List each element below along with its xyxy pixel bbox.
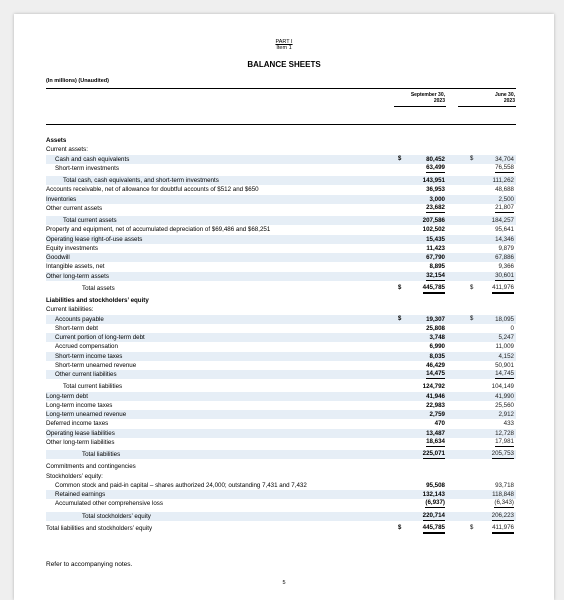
value-current: 143,951 (422, 177, 445, 184)
value-current: 2,759 (429, 411, 445, 418)
rule-table-top (46, 124, 516, 125)
rule-top (46, 88, 516, 89)
value-prior: 433 (503, 420, 514, 428)
value-current: 80,452 (426, 155, 445, 163)
table-row (46, 225, 516, 234)
table-row (46, 450, 516, 459)
row-label: Other current liabilities (55, 371, 117, 378)
value-current: 445,785 (423, 524, 445, 534)
value-prior: 9,879 (498, 244, 514, 252)
value-current: 46,429 (426, 361, 445, 369)
table-row (46, 272, 516, 281)
column-header-current: September 30, 2023 (410, 92, 445, 104)
value-current: 3,000 (429, 195, 445, 203)
row-label: Other long-term assets (46, 272, 109, 280)
table-row (46, 315, 516, 324)
table-row (46, 305, 516, 314)
row-label: Stockholders’ equity: (46, 472, 103, 480)
row-label: Total liabilities and stockholders’ equity (46, 524, 153, 532)
row-label: Accumulated other comprehensive loss (55, 500, 163, 508)
table-row (46, 235, 516, 244)
row-label: Commitments and contingencies (46, 463, 136, 471)
value-prior: 9,366 (498, 263, 514, 271)
table-row (46, 262, 516, 271)
value-current: 102,502 (422, 226, 445, 234)
value-prior: 184,257 (491, 217, 514, 224)
table-row (46, 176, 516, 185)
row-label: Equity investments (46, 244, 98, 252)
value-current: 220,714 (423, 512, 445, 521)
value-prior: 76,558 (495, 164, 514, 173)
value-prior: 411,976 (492, 524, 514, 534)
table-row (46, 164, 516, 173)
table-row (46, 419, 516, 428)
value-prior: 48,688 (495, 186, 514, 194)
table-row (46, 342, 516, 351)
table-row (46, 481, 516, 490)
value-current: 8,895 (429, 263, 445, 271)
value-current: 41,946 (426, 392, 445, 400)
value-current: 18,634 (426, 438, 445, 447)
value-prior: 30,601 (495, 272, 514, 281)
balance-sheet-table (46, 136, 516, 533)
document-page (14, 14, 554, 600)
row-label: Short-term debt (55, 324, 98, 332)
row-label: Total assets (82, 284, 115, 292)
table-row (46, 410, 516, 419)
table-row (46, 253, 516, 262)
value-current: 124,792 (422, 383, 445, 391)
value-prior: 111,262 (492, 177, 514, 184)
row-label: Total current assets (63, 217, 117, 224)
value-current: 23,682 (426, 204, 445, 213)
table-row (46, 392, 516, 401)
row-label: Long-term debt (46, 392, 88, 400)
value-current: 13,487 (426, 429, 445, 437)
table-row (46, 324, 516, 333)
table-row (46, 401, 516, 410)
value-current: 15,435 (426, 235, 445, 243)
table-row (46, 499, 516, 508)
table-row (46, 155, 516, 164)
table-row (46, 284, 516, 293)
row-label: Goodwill (46, 254, 70, 261)
value-current: 6,990 (429, 343, 445, 351)
currency-symbol: $ (470, 284, 474, 291)
row-label: Current liabilities: (46, 306, 94, 314)
table-row (46, 524, 516, 533)
value-prior: 14,346 (495, 235, 514, 243)
row-label: Intangible assets, net (46, 263, 105, 271)
value-prior: 4,152 (498, 352, 514, 360)
currency-symbol: $ (398, 524, 402, 531)
table-row (46, 429, 516, 438)
value-prior: 93,718 (495, 481, 514, 489)
row-label: Operating lease liabilities (46, 429, 115, 437)
value-prior: 2,912 (498, 411, 514, 418)
row-label: Assets (46, 137, 67, 144)
table-row (46, 145, 516, 154)
currency-symbol: $ (398, 155, 402, 162)
value-current: 8,035 (429, 352, 445, 360)
section-heading-row (46, 296, 516, 305)
value-current: 22,983 (426, 401, 445, 409)
value-prior: 95,641 (495, 226, 514, 234)
row-label: Operating lease right-of-use assets (46, 235, 143, 243)
value-prior: 17,981 (495, 438, 514, 447)
table-row (46, 370, 516, 379)
column-header-prior: June 30, 2023 (494, 92, 515, 104)
value-prior: (6,343) (494, 499, 514, 508)
value-current: 207,586 (422, 217, 445, 224)
currency-symbol: $ (470, 524, 474, 531)
row-label: Liabilities and stockholders’ equity (46, 297, 149, 304)
value-prior: 11,009 (495, 343, 514, 351)
value-prior: 104,149 (491, 383, 514, 391)
value-current: (6,937) (425, 499, 445, 508)
value-current: 32,154 (426, 272, 445, 281)
currency-symbol: $ (398, 315, 402, 322)
table-row (46, 244, 516, 253)
table-row (46, 195, 516, 204)
row-label: Total liabilities (82, 451, 121, 458)
value-prior: 411,976 (492, 284, 514, 294)
statement-title: BALANCE SHEETS (247, 60, 321, 69)
currency-symbol: $ (398, 284, 402, 291)
value-prior: 206,223 (492, 512, 514, 521)
value-prior: 41,990 (495, 392, 514, 400)
row-label: Accrued compensation (55, 343, 118, 351)
row-label: Total current liabilities (63, 383, 123, 391)
value-prior: 67,886 (495, 254, 514, 261)
row-label: Total stockholders’ equity (82, 512, 151, 520)
table-row (46, 512, 516, 521)
row-label: Short-term income taxes (55, 352, 123, 360)
row-label: Other long-term liabilities (46, 438, 115, 446)
row-label: Short-term unearned revenue (55, 361, 137, 369)
value-current: 445,785 (423, 284, 445, 294)
value-prior: 0 (510, 324, 514, 332)
units-note: (In millions) (Unaudited) (46, 78, 109, 84)
currency-symbol: $ (470, 315, 474, 322)
value-current: 95,508 (426, 481, 445, 489)
row-label: Current portion of long-term debt (55, 334, 145, 341)
value-current: 132,143 (422, 491, 445, 498)
value-prior: 25,560 (495, 401, 514, 409)
row-label: Property and equipment, net of accumulated depreciation of $69,486 and $68,251 (46, 226, 271, 234)
value-prior: 5,247 (498, 334, 514, 341)
row-label: Retained earnings (55, 491, 106, 498)
item-heading: Item 1 (276, 45, 292, 51)
row-label: Long-term unearned revenue (46, 411, 127, 418)
row-label: Accounts receivable, net of allowance for doubtful accounts of $512 and $650 (46, 186, 259, 194)
row-label: Inventories (46, 195, 77, 203)
footnote: Refer to accompanying notes. (46, 561, 133, 568)
value-prior: 18,095 (495, 315, 514, 323)
rule-prior-header (458, 106, 516, 107)
value-current: 470 (434, 420, 445, 428)
table-row (46, 333, 516, 342)
value-current: 3,748 (429, 334, 445, 341)
value-prior: 34,704 (495, 155, 514, 163)
table-row (46, 352, 516, 361)
value-current: 36,953 (426, 186, 445, 194)
table-row (46, 438, 516, 447)
row-label: Total cash, cash equivalents, and short-term investments (63, 177, 219, 184)
value-current: 25,808 (426, 324, 445, 332)
row-label: Short-term investments (55, 164, 119, 172)
section-heading-row (46, 136, 516, 145)
currency-symbol: $ (470, 155, 474, 162)
value-prior: 12,728 (495, 429, 514, 437)
row-label: Cash and cash equivalents (55, 155, 130, 163)
table-row (46, 361, 516, 370)
table-row (46, 472, 516, 481)
value-current: 67,790 (426, 254, 445, 261)
page-number: 5 (282, 580, 286, 586)
value-current: 14,475 (426, 370, 445, 379)
row-label: Accounts payable (55, 315, 104, 323)
part-heading: PART I (275, 39, 293, 45)
value-prior: 118,848 (492, 491, 514, 498)
row-label: Current assets: (46, 146, 88, 154)
table-row (46, 490, 516, 499)
table-row (46, 204, 516, 213)
row-label: Other current assets (46, 204, 103, 212)
value-current: 225,071 (423, 450, 445, 459)
value-prior: 205,753 (492, 450, 514, 459)
value-current: 19,307 (426, 315, 445, 323)
table-row (46, 185, 516, 194)
row-label: Deferred income taxes (46, 420, 109, 428)
value-prior: 21,807 (495, 204, 514, 213)
value-current: 11,423 (426, 244, 445, 252)
rule-current-header (394, 106, 446, 107)
table-row (46, 382, 516, 391)
table-row (46, 462, 516, 471)
row-label: Common stock and paid-in capital – shares authorized 24,000; outstanding 7,431 and 7,432 (55, 481, 307, 489)
table-row (46, 216, 516, 225)
row-label: Long-term income taxes (46, 401, 113, 409)
value-prior: 14,745 (495, 370, 514, 379)
value-current: 63,499 (426, 164, 445, 173)
value-prior: 2,500 (498, 195, 514, 203)
value-prior: 50,901 (495, 361, 514, 369)
